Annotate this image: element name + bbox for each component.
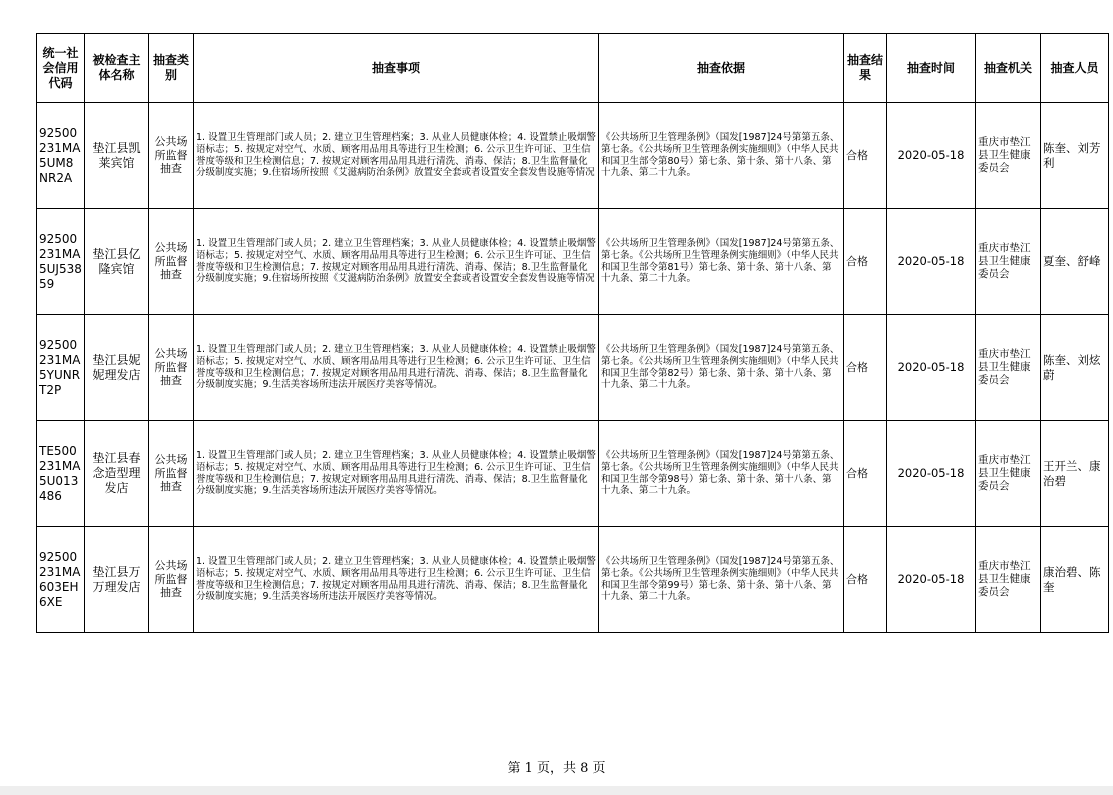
inspection-items-cell: 1. 设置卫生管理部门或人员；2. 建立卫生管理档案；3. 从业人员健康体检；4. 设置禁止吸烟警语标志；5. 按规定对空气、水质、顾客用品用具等进行卫生检测；6. 公示卫生许可证、卫生信誉度等级和卫生检测信息；7. 按规定对顾客用品用具进行清洗、消毒、保洁；8.卫生监督量化分级制度实施；9.生活美容场所违法开展医疗美容等情况。 [194, 421, 599, 527]
inspection-org-cell: 重庆市垫江县卫生健康委员会 [976, 527, 1041, 633]
credit-code-cell: TE500231MA5U013486 [37, 421, 85, 527]
table-row [37, 209, 1109, 315]
table-row [37, 527, 1109, 633]
inspection-basis-cell: 《公共场所卫生管理条例》（国发[1987]24号第第五条、第七条。《公共场所卫生管理条例实施细则》（中华人民共和国卫生部令第98号）第七条、第十条、第十八条、第十九条、第二十九条。 [599, 421, 844, 527]
inspection-basis-cell: 《公共场所卫生管理条例》（国发[1987]24号第第五条、第七条。《公共场所卫生管理条例实施细则》（中华人民共和国卫生部令第80号）第七条、第十条、第十八条、第十九条、第二十九条。 [599, 103, 844, 209]
inspection-date-cell: 2020-05-18 [887, 421, 976, 527]
inspection-result-cell: 合格 [844, 209, 887, 315]
inspection-date-cell: 2020-05-18 [887, 103, 976, 209]
inspection-sheet [36, 33, 1109, 633]
header-inspection-type: 抽查类别 [149, 34, 194, 103]
inspection-basis-cell: 《公共场所卫生管理条例》（国发[1987]24号第第五条、第七条。《公共场所卫生管理条例实施细则》（中华人民共和国卫生部令第82号）第七条、第十条、第十八条、第十九条、第二十九条。 [599, 315, 844, 421]
inspection-type-cell: 公共场所监督抽查 [149, 103, 194, 209]
inspectors-cell: 陈奎、刘炫蔚 [1041, 315, 1109, 421]
inspection-items-cell: 1. 设置卫生管理部门或人员；2. 建立卫生管理档案；3. 从业人员健康体检；4. 设置禁止吸烟警语标志；5. 按规定对空气、水质、顾客用品用具等进行卫生检测；6. 公示卫生许可证、卫生信誉度等级和卫生检测信息；7. 按规定对顾客用品用具进行清洗、消毒、保洁；8.卫生监督量化分级制度实施；9.生活美容场所违法开展医疗美容等情况。 [194, 527, 599, 633]
inspection-type-cell: 公共场所监督抽查 [149, 421, 194, 527]
credit-code-cell: 92500231MA603EH6XE [37, 527, 85, 633]
inspection-result-cell: 合格 [844, 315, 887, 421]
inspection-date-cell: 2020-05-18 [887, 527, 976, 633]
inspectors-cell: 王开兰、康治碧 [1041, 421, 1109, 527]
table-row [37, 421, 1109, 527]
header-inspection-date: 抽查时间 [887, 34, 976, 103]
subject-name-cell: 垫江县妮妮理发店 [85, 315, 149, 421]
subject-name-cell: 垫江县万万理发店 [85, 527, 149, 633]
inspection-org-cell: 重庆市垫江县卫生健康委员会 [976, 421, 1041, 527]
inspection-type-cell: 公共场所监督抽查 [149, 315, 194, 421]
inspection-table [36, 33, 1109, 633]
bottom-scroll-strip [0, 786, 1113, 795]
subject-name-cell: 垫江县春念造型理发店 [85, 421, 149, 527]
header-inspection-org: 抽查机关 [976, 34, 1041, 103]
header-inspectors: 抽查人员 [1041, 34, 1109, 103]
header-credit-code: 统一社会信用代码 [37, 34, 85, 103]
inspection-basis-cell: 《公共场所卫生管理条例》（国发[1987]24号第第五条、第七条。《公共场所卫生管理条例实施细则》（中华人民共和国卫生部令第99号）第七条、第十条、第十八条、第十九条、第二十九条。 [599, 527, 844, 633]
header-inspection-basis: 抽查依据 [599, 34, 844, 103]
inspection-org-cell: 重庆市垫江县卫生健康委员会 [976, 315, 1041, 421]
header-subject-name: 被检查主体名称 [85, 34, 149, 103]
inspection-date-cell: 2020-05-18 [887, 209, 976, 315]
header-row [37, 34, 1109, 103]
page-number-footer: 第 1 页，共 8 页 [507, 761, 606, 776]
inspection-type-cell: 公共场所监督抽查 [149, 527, 194, 633]
inspection-items-cell: 1. 设置卫生管理部门或人员；2. 建立卫生管理档案；3. 从业人员健康体检；4. 设置禁止吸烟警语标志；5. 按规定对空气、水质、顾客用品用具等进行卫生检测；6. 公示卫生许可证、卫生信誉度等级和卫生检测信息；7. 按规定对顾客用品用具进行清洗、消毒、保洁；8.卫生监督量化分级制度实施；9.住宿场所按照《艾滋病防治条例》放置安全套或者设置安全套发售设施等情况 [194, 209, 599, 315]
header-inspection-result: 抽查结果 [844, 34, 887, 103]
table-row [37, 315, 1109, 421]
table-row [37, 103, 1109, 209]
inspection-result-cell: 合格 [844, 421, 887, 527]
subject-name-cell: 垫江县亿隆宾馆 [85, 209, 149, 315]
inspection-items-cell: 1. 设置卫生管理部门或人员；2. 建立卫生管理档案；3. 从业人员健康体检；4. 设置禁止吸烟警语标志；5. 按规定对空气、水质、顾客用品用具等进行卫生检测；6. 公示卫生许可证、卫生信誉度等级和卫生检测信息；7. 按规定对顾客用品用具进行清洗、消毒、保洁；8.卫生监督量化分级制度实施；9.住宿场所按照《艾滋病防治条例》放置安全套或者设置安全套发售设施等情况 [194, 103, 599, 209]
credit-code-cell: 92500231MA5YUNRT2P [37, 315, 85, 421]
inspection-org-cell: 重庆市垫江县卫生健康委员会 [976, 209, 1041, 315]
inspection-items-cell: 1. 设置卫生管理部门或人员；2. 建立卫生管理档案；3. 从业人员健康体检；4. 设置禁止吸烟警语标志；5. 按规定对空气、水质、顾客用品用具等进行卫生检测；6. 公示卫生许可证、卫生信誉度等级和卫生检测信息；7. 按规定对顾客用品用具进行清洗、消毒、保洁；8.卫生监督量化分级制度实施；9.生活美容场所违法开展医疗美容等情况。 [194, 315, 599, 421]
inspection-basis-cell: 《公共场所卫生管理条例》（国发[1987]24号第第五条、第七条。《公共场所卫生管理条例实施细则》（中华人民共和国卫生部令第81号）第七条、第十条、第十八条、第十九条、第二十九条。 [599, 209, 844, 315]
inspection-type-cell: 公共场所监督抽查 [149, 209, 194, 315]
inspectors-cell: 陈奎、刘芳利 [1041, 103, 1109, 209]
inspectors-cell: 康治碧、陈奎 [1041, 527, 1109, 633]
credit-code-cell: 92500231MA5UJ53859 [37, 209, 85, 315]
inspectors-cell: 夏奎、舒峰 [1041, 209, 1109, 315]
inspection-date-cell: 2020-05-18 [887, 315, 976, 421]
header-inspection-items: 抽查事项 [194, 34, 599, 103]
inspection-result-cell: 合格 [844, 103, 887, 209]
inspection-org-cell: 重庆市垫江县卫生健康委员会 [976, 103, 1041, 209]
credit-code-cell: 92500231MA5UM8NR2A [37, 103, 85, 209]
inspection-result-cell: 合格 [844, 527, 887, 633]
subject-name-cell: 垫江县凯莱宾馆 [85, 103, 149, 209]
